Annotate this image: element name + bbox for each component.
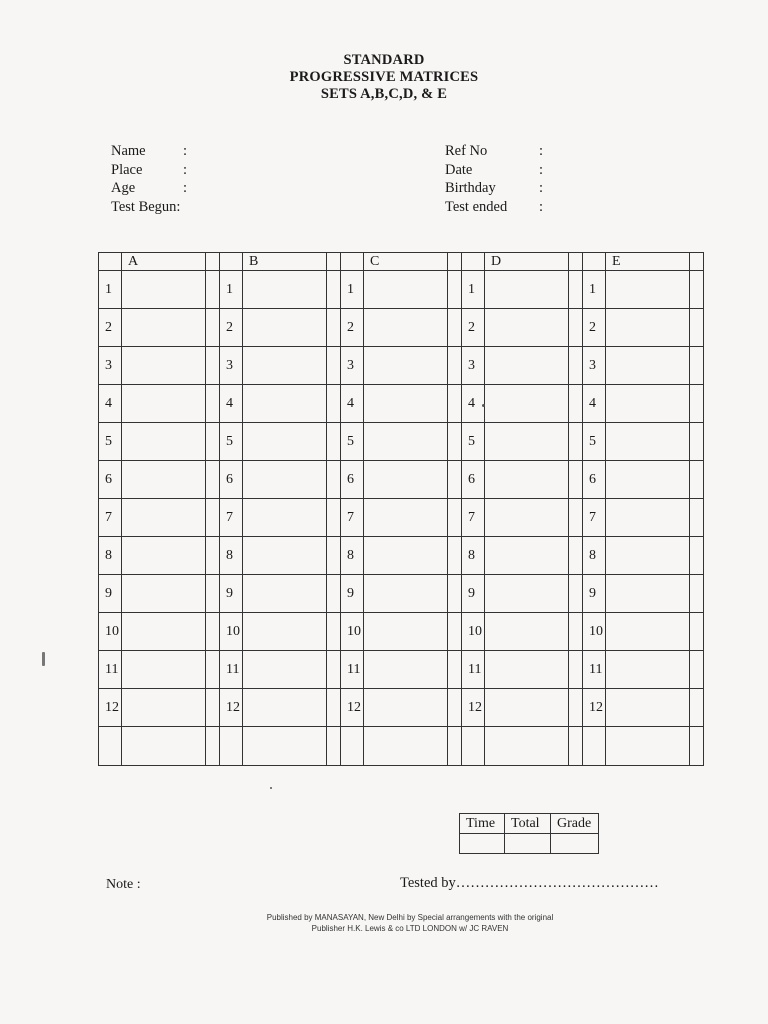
item-number: 9 — [462, 575, 485, 613]
item-number: 1 — [583, 271, 606, 309]
score-header-grade: Grade — [551, 814, 599, 834]
item-number: 12 — [99, 689, 122, 727]
spacer-cell — [448, 651, 462, 689]
answer-cell[interactable] — [485, 347, 569, 385]
spacer-cell — [448, 727, 462, 766]
spacer-cell — [327, 499, 341, 537]
item-number: 11 — [99, 651, 122, 689]
set-total-cell[interactable] — [606, 727, 690, 766]
spacer-cell — [99, 727, 122, 766]
item-number: 1 — [99, 271, 122, 309]
header-spacer — [448, 253, 462, 271]
item-number: 12 — [341, 689, 364, 727]
score-box — [459, 813, 599, 854]
totals-row — [99, 727, 704, 766]
spacer-cell — [327, 613, 341, 651]
answer-cell[interactable] — [243, 461, 327, 499]
grid-header-row — [99, 253, 704, 271]
item-number: 7 — [583, 499, 606, 537]
spacer-cell — [569, 689, 583, 727]
spacer-cell — [569, 385, 583, 423]
publisher-line-2: Publisher H.K. Lewis & co LTD LONDON w/ JC RAVEN — [311, 924, 509, 933]
score-header-time: Time — [460, 814, 505, 834]
answer-cell[interactable] — [485, 461, 569, 499]
item-number: 9 — [341, 575, 364, 613]
spacer-cell — [569, 651, 583, 689]
spacer-cell — [206, 499, 220, 537]
answer-cell[interactable] — [243, 385, 327, 423]
note-label: Note : — [106, 877, 141, 892]
item-number: 1 — [462, 271, 485, 309]
item-number: 2 — [583, 309, 606, 347]
answer-cell[interactable] — [122, 423, 206, 461]
item-number: 10 — [341, 613, 364, 651]
answer-cell[interactable] — [243, 347, 327, 385]
answer-cell[interactable] — [606, 575, 690, 613]
answer-cell[interactable] — [606, 271, 690, 309]
item-row — [99, 385, 704, 423]
score-value-row — [460, 834, 599, 854]
spacer-cell — [462, 727, 485, 766]
title-line-1: STANDARD — [343, 52, 425, 68]
spacer-cell — [327, 461, 341, 499]
item-number: 11 — [583, 651, 606, 689]
item-number: 3 — [341, 347, 364, 385]
spacer-cell — [448, 689, 462, 727]
spacer-cell — [206, 689, 220, 727]
answer-cell[interactable] — [243, 689, 327, 727]
spacer-cell — [448, 271, 462, 309]
answer-cell[interactable] — [122, 651, 206, 689]
spacer-cell — [448, 461, 462, 499]
spacer-cell — [327, 423, 341, 461]
spacer-cell — [690, 461, 704, 499]
spacer-cell — [690, 499, 704, 537]
item-number: 6 — [462, 461, 485, 499]
item-number: 6 — [583, 461, 606, 499]
item-row — [99, 423, 704, 461]
spacer-cell — [690, 613, 704, 651]
title-line-2: PROGRESSIVE MATRICES — [289, 69, 479, 85]
header-spacer — [569, 253, 583, 271]
ink-speck — [270, 787, 272, 789]
spacer-cell — [206, 309, 220, 347]
header-spacer — [462, 253, 485, 271]
item-number: 12 — [583, 689, 606, 727]
answer-cell[interactable] — [364, 271, 448, 309]
answer-cell[interactable] — [364, 347, 448, 385]
item-number: 4 — [462, 385, 485, 423]
item-number: 8 — [341, 537, 364, 575]
item-number: 4 — [341, 385, 364, 423]
spacer-cell — [448, 347, 462, 385]
item-number: 6 — [99, 461, 122, 499]
participant-info-right — [445, 142, 549, 216]
answer-cell[interactable] — [364, 537, 448, 575]
item-number: 2 — [341, 309, 364, 347]
answer-cell[interactable] — [364, 309, 448, 347]
answer-cell[interactable] — [364, 613, 448, 651]
item-number: 5 — [341, 423, 364, 461]
item-number: 9 — [99, 575, 122, 613]
item-row — [99, 651, 704, 689]
spacer-cell — [206, 347, 220, 385]
answer-cell[interactable] — [606, 651, 690, 689]
spacer-cell — [690, 727, 704, 766]
answer-cell[interactable] — [606, 423, 690, 461]
field-ref-no: Ref No : — [445, 143, 544, 159]
item-number: 12 — [462, 689, 485, 727]
item-number: 1 — [341, 271, 364, 309]
spacer-cell — [206, 423, 220, 461]
answer-cell[interactable] — [606, 499, 690, 537]
item-row — [99, 689, 704, 727]
item-number: 9 — [220, 575, 243, 613]
spacer-cell — [569, 347, 583, 385]
item-number: 6 — [341, 461, 364, 499]
spacer-cell — [569, 537, 583, 575]
item-number: 11 — [462, 651, 485, 689]
answer-cell[interactable] — [122, 575, 206, 613]
spacer-cell — [690, 537, 704, 575]
spacer-cell — [569, 271, 583, 309]
spacer-cell — [690, 575, 704, 613]
item-number: 8 — [583, 537, 606, 575]
item-number: 3 — [583, 347, 606, 385]
spacer-cell — [206, 727, 220, 766]
item-number: 4 — [220, 385, 243, 423]
spacer-cell — [206, 385, 220, 423]
spacer-cell — [569, 727, 583, 766]
set-total-cell[interactable] — [364, 727, 448, 766]
spacer-cell — [569, 575, 583, 613]
spacer-cell — [206, 651, 220, 689]
item-number: 2 — [220, 309, 243, 347]
header-spacer — [583, 253, 606, 271]
title-line-3: SETS A,B,C,D, & E — [320, 86, 448, 102]
spacer-cell — [690, 423, 704, 461]
answer-cell[interactable] — [122, 537, 206, 575]
spacer-cell — [569, 309, 583, 347]
answer-cell[interactable] — [485, 689, 569, 727]
answer-cell[interactable] — [485, 309, 569, 347]
spacer-cell — [327, 727, 341, 766]
answer-cell[interactable] — [364, 461, 448, 499]
field-age: Age : — [111, 180, 188, 196]
spacer-cell — [448, 499, 462, 537]
item-row — [99, 499, 704, 537]
spacer-cell — [448, 309, 462, 347]
spacer-cell — [206, 461, 220, 499]
item-row — [99, 461, 704, 499]
spacer-cell — [690, 347, 704, 385]
answer-cell[interactable] — [485, 651, 569, 689]
item-number: 10 — [583, 613, 606, 651]
answer-cell[interactable] — [122, 613, 206, 651]
item-number: 2 — [462, 309, 485, 347]
item-number: 6 — [220, 461, 243, 499]
spacer-cell — [341, 727, 364, 766]
field-date: Date : — [445, 161, 544, 178]
answer-cell[interactable] — [364, 423, 448, 461]
set-total-cell[interactable] — [122, 727, 206, 766]
spacer-cell — [327, 347, 341, 385]
answer-cell[interactable] — [364, 385, 448, 423]
answer-cell[interactable] — [606, 385, 690, 423]
item-number: 7 — [220, 499, 243, 537]
spacer-cell — [583, 727, 606, 766]
item-number: 5 — [583, 423, 606, 461]
ink-speck — [482, 404, 485, 407]
answer-cell[interactable] — [606, 613, 690, 651]
score-grade-cell[interactable] — [551, 834, 599, 854]
set-total-cell[interactable] — [485, 727, 569, 766]
spacer-cell — [327, 385, 341, 423]
spacer-cell — [448, 385, 462, 423]
item-number: 4 — [583, 385, 606, 423]
item-number: 8 — [462, 537, 485, 575]
answer-cell[interactable] — [122, 385, 206, 423]
spacer-cell — [448, 575, 462, 613]
spacer-cell — [690, 271, 704, 309]
set-header: D — [485, 253, 569, 271]
item-row — [99, 575, 704, 613]
header-spacer — [341, 253, 364, 271]
item-number: 10 — [99, 613, 122, 651]
header-spacer — [690, 253, 704, 271]
spacer-cell — [569, 499, 583, 537]
answer-cell[interactable] — [122, 499, 206, 537]
spacer-cell — [220, 727, 243, 766]
document-title — [0, 52, 768, 103]
item-number: 10 — [220, 613, 243, 651]
spacer-cell — [448, 613, 462, 651]
spacer-cell — [690, 309, 704, 347]
item-number: 5 — [220, 423, 243, 461]
spacer-cell — [206, 613, 220, 651]
answer-cell[interactable] — [243, 271, 327, 309]
spacer-cell — [448, 423, 462, 461]
score-header-row — [460, 814, 599, 834]
answer-cell[interactable] — [606, 347, 690, 385]
item-number: 7 — [341, 499, 364, 537]
spacer-cell — [569, 461, 583, 499]
field-place: Place : — [111, 161, 188, 178]
item-number: 8 — [220, 537, 243, 575]
answer-cell[interactable] — [606, 689, 690, 727]
answer-cell[interactable] — [606, 309, 690, 347]
spacer-cell — [448, 537, 462, 575]
answer-cell[interactable] — [243, 613, 327, 651]
answer-cell[interactable] — [485, 423, 569, 461]
answer-cell[interactable] — [122, 347, 206, 385]
answer-cell[interactable] — [122, 271, 206, 309]
item-row — [99, 309, 704, 347]
item-number: 12 — [220, 689, 243, 727]
answer-cell[interactable] — [243, 575, 327, 613]
header-spacer — [220, 253, 243, 271]
ink-speck — [42, 652, 45, 666]
item-number: 2 — [99, 309, 122, 347]
answer-cell[interactable] — [243, 651, 327, 689]
spacer-cell — [690, 689, 704, 727]
item-number: 10 — [462, 613, 485, 651]
field-test-begun: Test Begun: — [111, 198, 181, 215]
item-number: 8 — [99, 537, 122, 575]
answer-cell[interactable] — [243, 499, 327, 537]
score-time-cell[interactable] — [460, 834, 505, 854]
spacer-cell — [327, 651, 341, 689]
spacer-cell — [569, 613, 583, 651]
spacer-cell — [327, 575, 341, 613]
item-row — [99, 347, 704, 385]
spacer-cell — [690, 651, 704, 689]
spacer-cell — [690, 385, 704, 423]
item-number: 3 — [462, 347, 485, 385]
answer-cell[interactable] — [485, 537, 569, 575]
answer-cell[interactable] — [364, 651, 448, 689]
item-number: 11 — [220, 651, 243, 689]
answer-cell[interactable] — [122, 689, 206, 727]
item-number: 7 — [462, 499, 485, 537]
spacer-cell — [206, 537, 220, 575]
item-row — [99, 537, 704, 575]
answer-cell[interactable] — [122, 461, 206, 499]
set-header: E — [606, 253, 690, 271]
item-number: 5 — [99, 423, 122, 461]
answer-cell[interactable] — [485, 271, 569, 309]
item-number: 3 — [220, 347, 243, 385]
answer-cell[interactable] — [243, 309, 327, 347]
spacer-cell — [206, 575, 220, 613]
spacer-cell — [327, 271, 341, 309]
item-number: 3 — [99, 347, 122, 385]
answer-cell[interactable] — [606, 461, 690, 499]
item-number: 9 — [583, 575, 606, 613]
answer-cell[interactable] — [364, 689, 448, 727]
answer-cell[interactable] — [122, 309, 206, 347]
spacer-cell — [206, 271, 220, 309]
set-header: A — [122, 253, 206, 271]
spacer-cell — [569, 423, 583, 461]
field-birthday: Birthday : — [445, 180, 544, 196]
header-spacer — [327, 253, 341, 271]
answer-cell[interactable] — [243, 537, 327, 575]
set-header: B — [243, 253, 327, 271]
score-header-total: Total — [505, 814, 551, 834]
answer-cell[interactable] — [485, 499, 569, 537]
item-number: 11 — [341, 651, 364, 689]
tested-by-line: Tested by…………………………………… — [400, 875, 659, 891]
item-number: 4 — [99, 385, 122, 423]
publisher-credit — [200, 912, 620, 934]
item-number: 1 — [220, 271, 243, 309]
header-spacer — [206, 253, 220, 271]
answer-grid — [98, 252, 704, 766]
answer-cell[interactable] — [243, 423, 327, 461]
spacer-cell — [327, 309, 341, 347]
answer-cell[interactable] — [485, 613, 569, 651]
score-total-cell[interactable] — [505, 834, 551, 854]
spacer-cell — [327, 689, 341, 727]
item-number: 5 — [462, 423, 485, 461]
spacer-cell — [327, 537, 341, 575]
field-name: Name : — [111, 143, 188, 159]
item-row — [99, 271, 704, 309]
set-header: C — [364, 253, 448, 271]
set-total-cell[interactable] — [243, 727, 327, 766]
item-row — [99, 613, 704, 651]
header-spacer — [99, 253, 122, 271]
participant-info-left — [111, 142, 193, 216]
publisher-line-1: Published by MANASAYAN, New Delhi by Special arrangements with the original — [266, 913, 554, 922]
answer-cell[interactable] — [364, 499, 448, 537]
answer-cell[interactable] — [364, 575, 448, 613]
field-test-ended: Test ended : — [445, 198, 544, 215]
answer-cell[interactable] — [485, 575, 569, 613]
answer-cell[interactable] — [606, 537, 690, 575]
item-number: 7 — [99, 499, 122, 537]
answer-cell[interactable] — [485, 385, 569, 423]
